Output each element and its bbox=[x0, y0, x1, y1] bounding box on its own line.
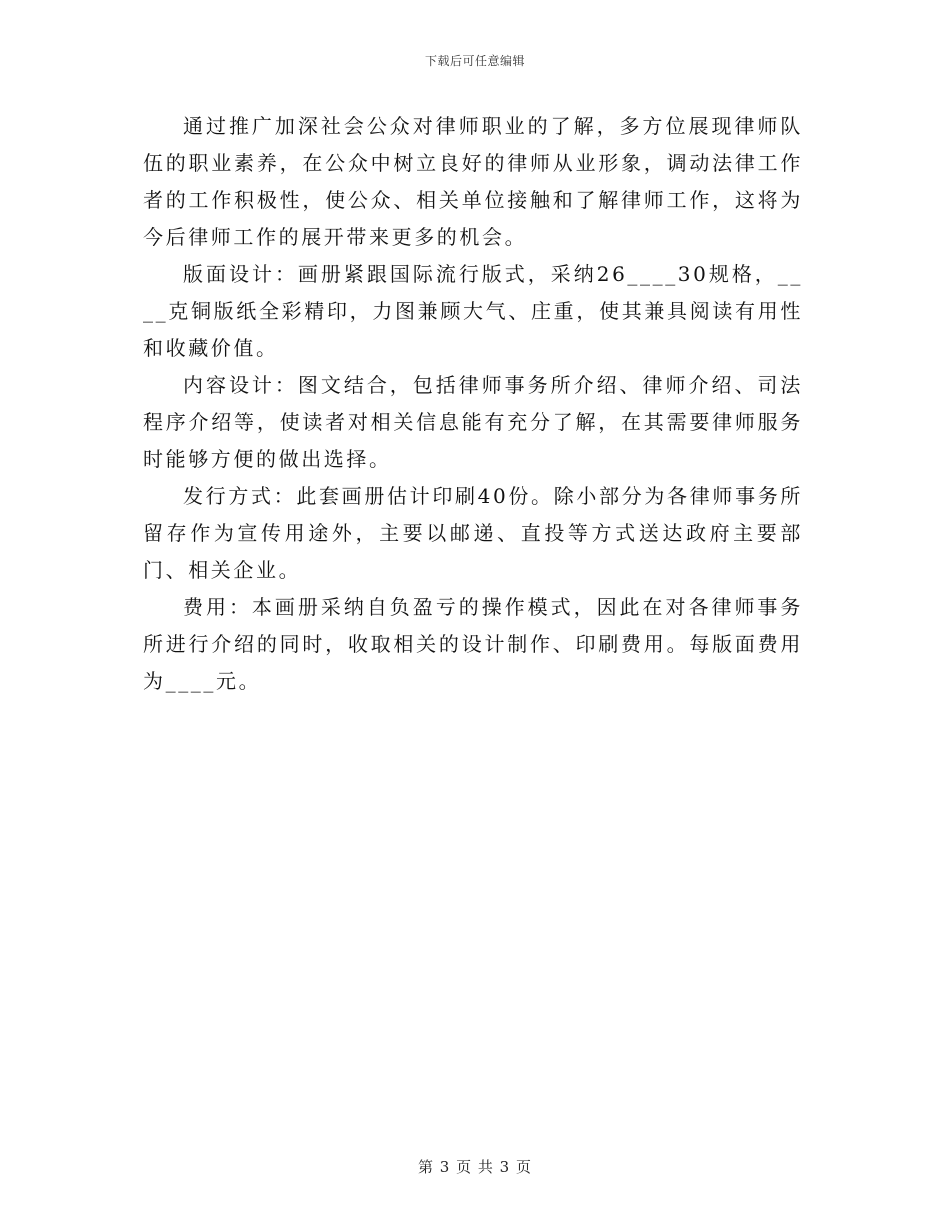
document-body bbox=[143, 108, 803, 700]
paragraph-content-design: 内容设计：图文结合，包括律师事务所介绍、律师介绍、司法程序介绍等，使读者对相关信息能有充分了解，在其需要律师服务时能够方便的做出选择。 bbox=[143, 373, 803, 471]
paragraph-layout-design: 版面设计：画册紧跟国际流行版式，采纳26____30规格，____克铜版纸全彩精印，力图兼顾大气、庄重，使其兼具阅读有用性和收藏价值。 bbox=[143, 262, 803, 360]
page-header-note: 下载后可任意编辑 bbox=[424, 54, 525, 68]
paragraph-distribution: 发行方式：此套画册估计印刷40份。除小部分为各律师事务所留存作为宣传用途外，主要以邮递、直投等方式送达政府主要部门、相关企业。 bbox=[143, 484, 803, 582]
paragraph-cost: 费用：本画册采纳自负盈亏的操作模式，因此在对各律师事务所进行介绍的同时，收取相关的设计制作、印刷费用。每版面费用为____元。 bbox=[143, 595, 803, 693]
paragraph-promotion: 通过推广加深社会公众对律师职业的了解，多方位展现律师队伍的职业素养，在公众中树立良好的律师从业形象，调动法律工作者的工作积极性，使公众、相关单位接触和了解律师工作，这将为今后律师工作的展开带来更多的机会。 bbox=[143, 114, 803, 249]
page-number: 第 3 页 共 3 页 bbox=[418, 1158, 532, 1176]
